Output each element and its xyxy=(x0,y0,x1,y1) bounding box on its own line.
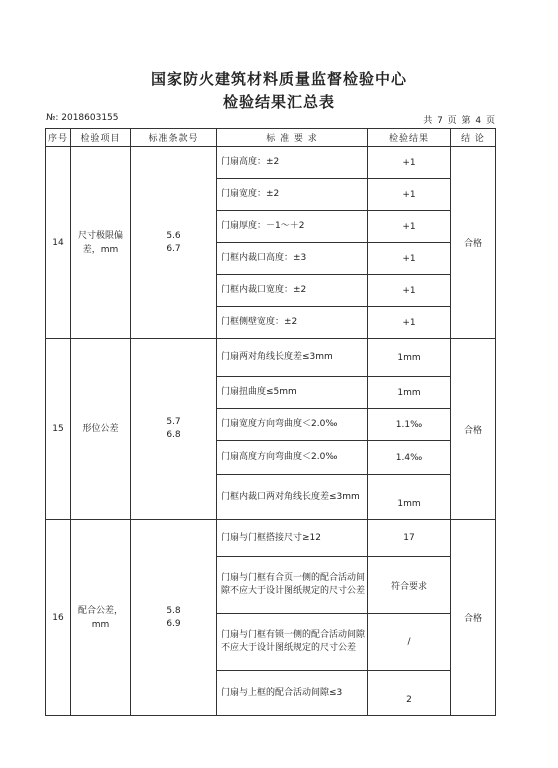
requirement-cell: 门框内裁口两对角线长度差≤3mm xyxy=(217,475,368,520)
result-cell: 17 xyxy=(368,520,451,557)
requirement-cell: 门扇高度：±2 xyxy=(217,147,368,179)
clause-a: 5.7 xyxy=(166,417,181,427)
result-cell: 1.4‰ xyxy=(368,441,451,475)
table-row xyxy=(46,147,496,179)
col-header-requirement: 标 准 要 求 xyxy=(217,129,368,147)
result-cell: +1 xyxy=(368,179,451,211)
clause-b: 6.9 xyxy=(166,618,181,629)
group-number: 16 xyxy=(46,520,71,716)
col-header-no: 序号 xyxy=(46,129,71,147)
group-conclusion: 合格 xyxy=(451,339,496,520)
clause-b: 6.8 xyxy=(166,430,181,440)
group-number: 14 xyxy=(46,147,71,339)
result-cell: +1 xyxy=(368,307,451,339)
clause-b: 6.7 xyxy=(166,243,181,254)
requirement-cell: 门扇与上框的配合活动间隙≤3 xyxy=(217,671,368,716)
group-clause xyxy=(131,520,217,716)
page-info: 共 7 页 第 4 页 xyxy=(423,116,496,126)
result-cell: +1 xyxy=(368,147,451,179)
group-conclusion: 合格 xyxy=(451,147,496,339)
requirement-cell: 门扇与门框有锁一侧的配合活动间隙不应大于设计图纸规定的尺寸公差 xyxy=(217,614,368,671)
requirement-cell: 门扇厚度：－1～＋2 xyxy=(217,211,368,243)
requirement-cell: 门扇宽度方向弯曲度＜2.0‰ xyxy=(217,409,368,441)
col-header-conclusion: 结 论 xyxy=(451,129,496,147)
org-title: 国家防火建筑材料质量监督检验中心 xyxy=(150,70,407,88)
report-number: №: 2018603155 xyxy=(46,113,119,123)
results-table xyxy=(45,128,496,716)
report-title: 检验结果汇总表 xyxy=(222,93,335,111)
result-cell: 1mm xyxy=(368,339,451,377)
clause-a: 5.8 xyxy=(166,605,181,616)
result-cell: 1mm xyxy=(368,475,451,520)
requirement-cell: 门扇与门框有合页一侧的配合活动间隙不应大于设计图纸规定的尺寸公差 xyxy=(217,557,368,614)
col-header-clause: 标准条款号 xyxy=(131,129,217,147)
table-row xyxy=(46,520,496,557)
result-cell: 符合要求 xyxy=(368,557,451,614)
group-item: 形位公差 xyxy=(71,339,131,520)
result-cell: +1 xyxy=(368,211,451,243)
table-header-row xyxy=(46,129,496,147)
result-cell: / xyxy=(368,614,451,671)
group-number: 15 xyxy=(46,339,71,520)
result-cell: 1mm xyxy=(368,377,451,409)
requirement-cell: 门扇宽度：±2 xyxy=(217,179,368,211)
col-header-result: 检验结果 xyxy=(368,129,451,147)
table-row xyxy=(46,339,496,377)
group-clause xyxy=(131,339,217,520)
group-item: 配合公差，mm xyxy=(71,520,131,716)
result-cell: 2 xyxy=(368,671,451,716)
requirement-cell: 门扇高度方向弯曲度＜2.0‰ xyxy=(217,441,368,475)
result-cell: +1 xyxy=(368,275,451,307)
clause-a: 5.6 xyxy=(166,230,181,241)
group-item: 尺寸极限偏差，mm xyxy=(71,147,131,339)
col-header-item: 检验项目 xyxy=(71,129,131,147)
group-conclusion: 合格 xyxy=(451,520,496,716)
requirement-cell: 门框侧壁宽度：±2 xyxy=(217,307,368,339)
group-clause xyxy=(131,147,217,339)
requirement-cell: 门扇扭曲度≤5mm xyxy=(217,377,368,409)
requirement-cell: 门框内裁口宽度：±2 xyxy=(217,275,368,307)
result-cell: 1.1‰ xyxy=(368,409,451,441)
requirement-cell: 门扇两对角线长度差≤3mm xyxy=(217,339,368,377)
requirement-cell: 门框内裁口高度：±3 xyxy=(217,243,368,275)
result-cell: +1 xyxy=(368,243,451,275)
requirement-cell: 门扇与门框搭接尺寸≥12 xyxy=(217,520,368,557)
